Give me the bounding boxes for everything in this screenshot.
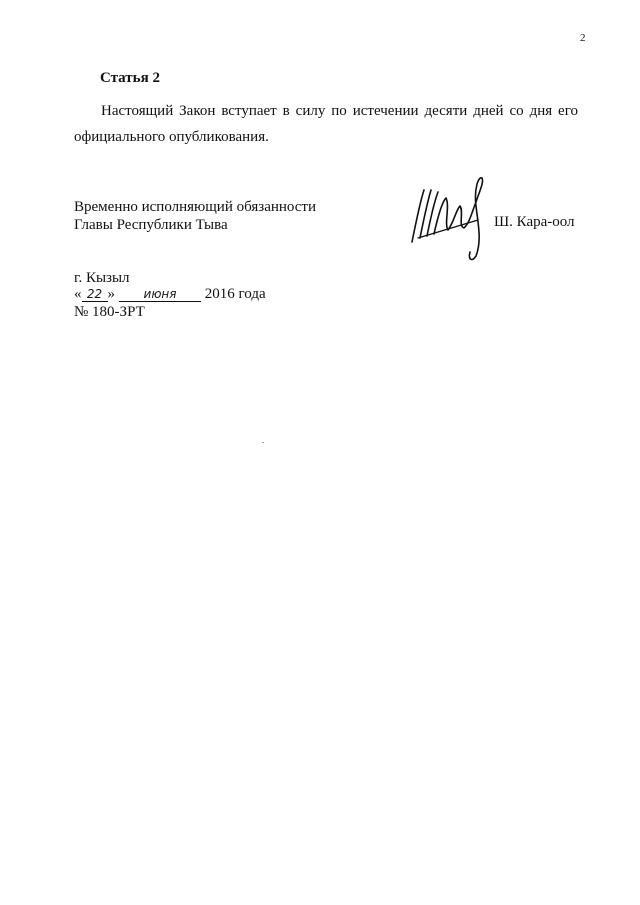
place-of-signing: г. Кызыл (74, 270, 130, 286)
article-title: Статья 2 (100, 70, 160, 86)
signing-date (74, 286, 266, 303)
signer-position-line1: Временно исполняющий обязанности (74, 199, 317, 215)
date-year: 2016 года (204, 286, 266, 302)
scan-speck (262, 442, 264, 443)
signer-name: Ш. Кара-оол (494, 214, 575, 230)
handwritten-signature (398, 172, 494, 264)
signer-position (74, 198, 316, 234)
signer-position-line2: Главы Республики Тыва (74, 217, 228, 233)
article-text: Настоящий Закон вступает в силу по истечении десяти дней со дня его официального опубликования. (74, 103, 578, 145)
date-close-quote: » (107, 286, 115, 302)
date-open-quote: « (74, 286, 82, 302)
date-day: 22 (86, 287, 103, 301)
law-number: № 180-ЗРТ (74, 304, 145, 320)
date-month: июня (143, 287, 177, 301)
page-number: 2 (580, 32, 586, 44)
